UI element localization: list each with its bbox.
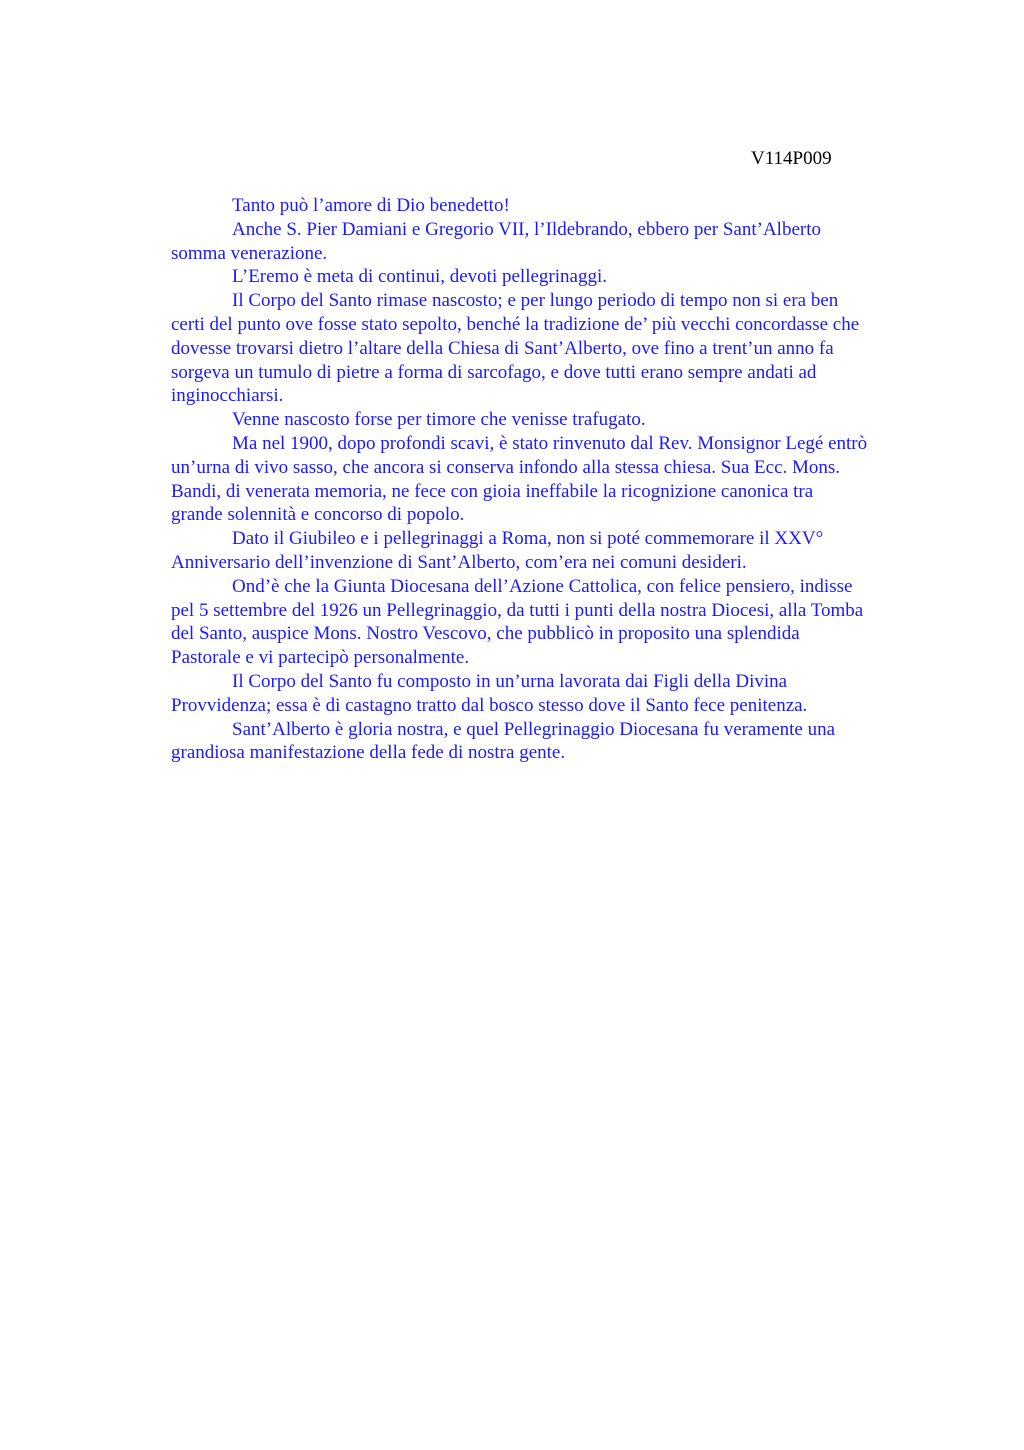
text-line: inginocchiarsi. (171, 385, 284, 407)
text-line: Ond’è che la Giunta Diocesana dell’Azione Cattolica, con felice pensiero, indisse (232, 575, 853, 597)
text-line: Sant’Alberto è gloria nostra, e quel Pellegrinaggio Diocesana fu veramente una (232, 718, 836, 740)
text-line: somma venerazione. (171, 242, 328, 264)
text-line: Il Corpo del Santo fu composto in un’urna lavorata dai Figli della Divina (232, 670, 788, 692)
text-line: certi del punto ove fosse stato sepolto, benché la tradizione de’ più vecchi concordasse che (171, 313, 860, 335)
text-line: Il Corpo del Santo rimase nascosto; e per lungo periodo di tempo non si era ben (232, 290, 839, 312)
text-line: grandiosa manifestazione della fede di nostra gente. (171, 742, 566, 764)
page-code: V114P009 (751, 148, 832, 169)
text-line: grande solennità e concorso di popolo. (171, 504, 465, 526)
text-line: Ma nel 1900, dopo profondi scavi, è stato rinvenuto dal Rev. Monsignor Legé entrò (232, 432, 868, 454)
text-line: Dato il Giubileo e i pellegrinaggi a Roma, non si poté commemorare il XXV° (232, 528, 824, 550)
text-line: Pastorale e vi partecipò personalmente. (171, 647, 470, 669)
body-text (171, 194, 931, 765)
text-line: sorgeva un tumulo di pietre a forma di sarcofago, e dove tutti erano sempre andati ad (171, 361, 817, 383)
text-line: Bandi, di venerata memoria, ne fece con gioia ineffabile la ricognizione canonica tra (171, 480, 814, 502)
text-line: Anniversario dell’invenzione di Sant’Alberto, com’era nei comuni desideri. (171, 551, 747, 573)
text-line: Venne nascosto forse per timore che venisse trafugato. (232, 409, 646, 431)
text-line: Tanto può l’amore di Dio benedetto! (232, 195, 510, 216)
text-line: L’Eremo è meta di continui, devoti pellegrinaggi. (232, 266, 607, 288)
text-line: del Santo, auspice Mons. Nostro Vescovo, che pubblicò in proposito una splendida (171, 623, 800, 645)
text-line: un’urna di vivo sasso, che ancora si conserva infondo alla stessa chiesa. Sua Ecc. Mons. (171, 456, 841, 478)
text-line: pel 5 settembre del 1926 un Pellegrinaggio, da tutti i punti della nostra Diocesi, alla Tomba (171, 599, 864, 621)
text-line: dovesse trovarsi dietro l’altare della Chiesa di Sant’Alberto, ove fino a trent’un anno fa (171, 337, 834, 359)
text-line: Provvidenza; essa è di castagno tratto dal bosco stesso dove il Santo fece penitenza. (171, 694, 808, 716)
text-line: Anche S. Pier Damiani e Gregorio VII, l’Ildebrando, ebbero per Sant’Alberto (232, 218, 821, 240)
